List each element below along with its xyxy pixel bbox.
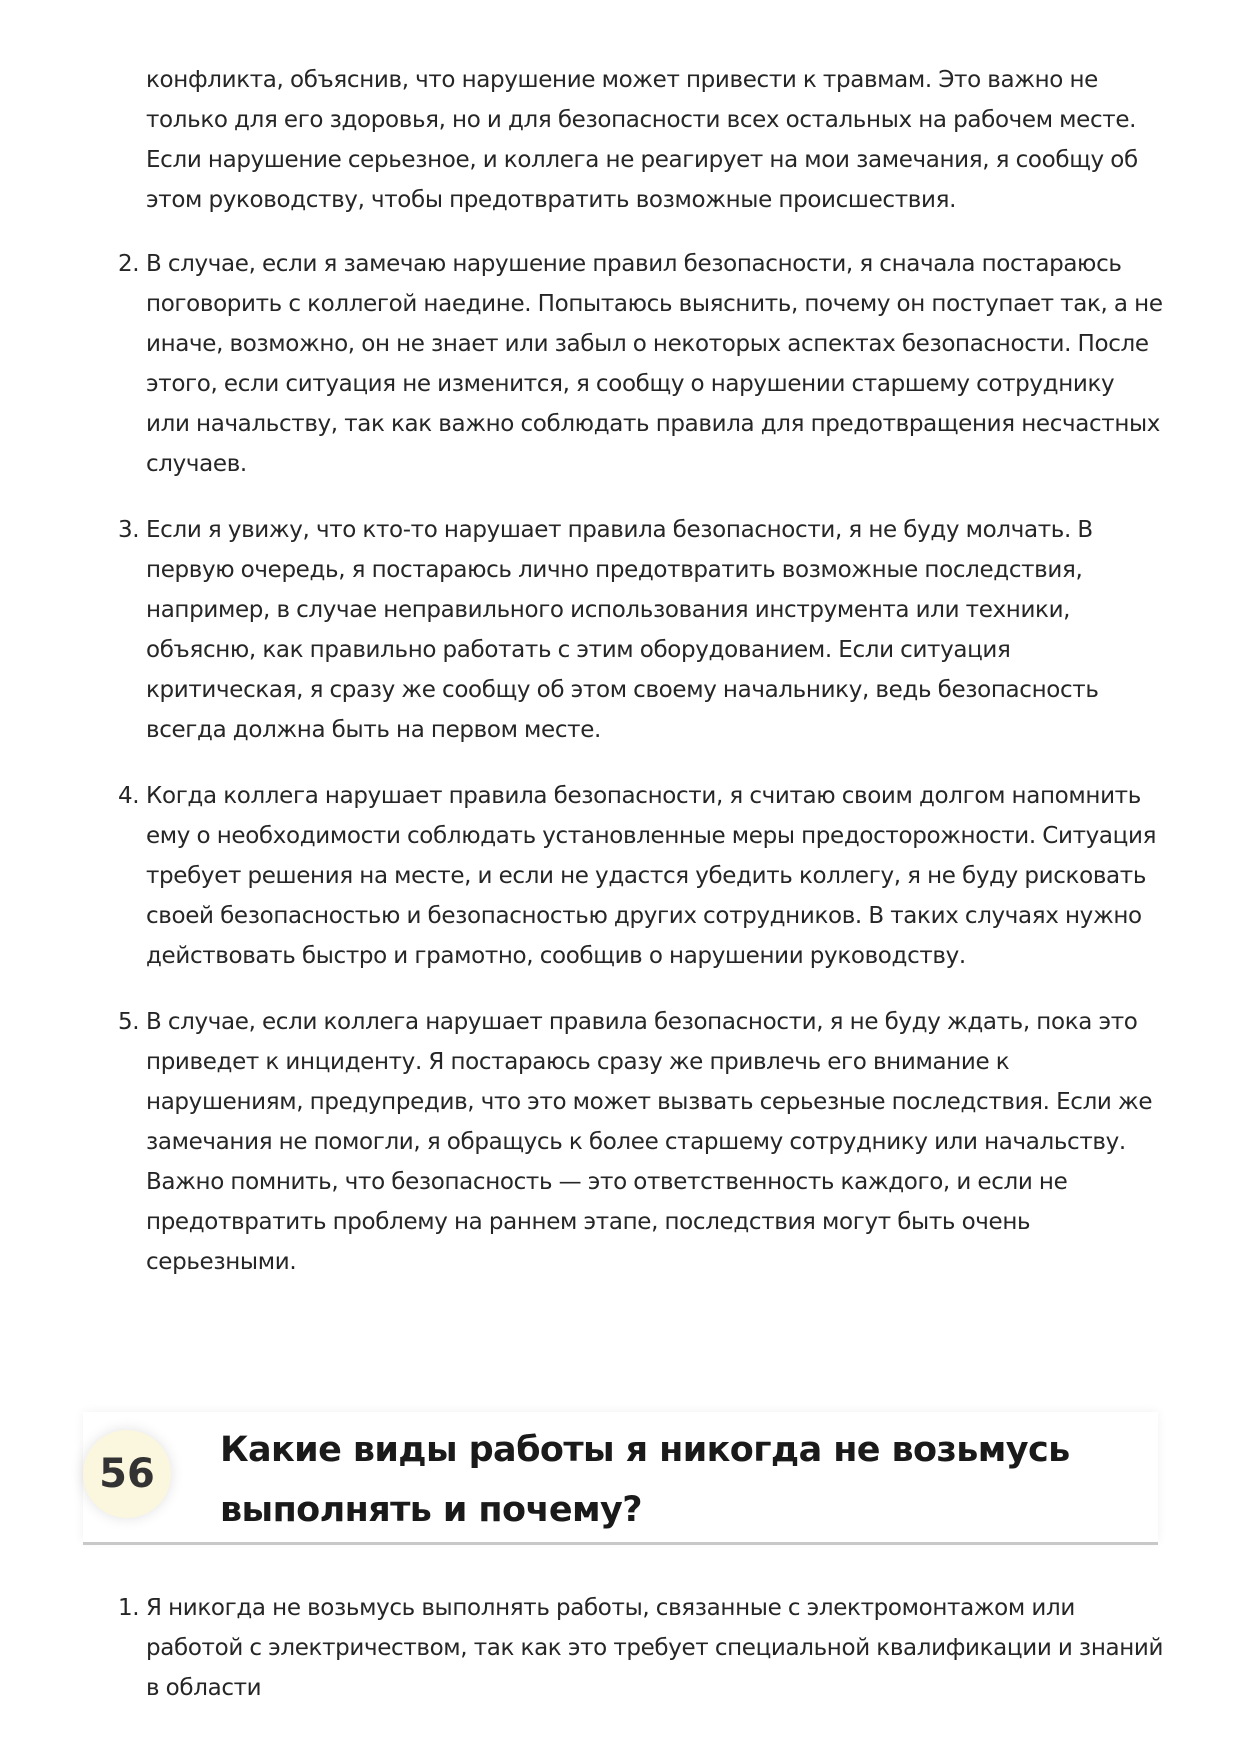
list-item-number: 3. xyxy=(118,517,140,543)
list-item-number: 1. xyxy=(118,1595,140,1621)
list-item xyxy=(118,1588,1164,1708)
list-item xyxy=(118,244,1164,484)
list-item-text: В случае, если я замечаю нарушение правил безопасности, я сначала постараюсь поговорить с коллегой наедине. Попытаюсь выяснить, почему он поступает так, а не иначе, возможно, он не знает или забыл о некоторых аспектах безопасности. После этого, если ситуация не изменится, я сообщу о нарушении старшему сотруднику или начальству, так как важно соблюдать правила для предотвращения несчастных случаев. xyxy=(146,251,1163,477)
section-number-badge: 56 xyxy=(83,1430,171,1518)
list-item-number: 5. xyxy=(118,1009,140,1035)
list-item-text: Когда коллега нарушает правила безопасности, я считаю своим долгом напомнить ему о необходимости соблюдать установленные меры предосторожности. Ситуация требует решения на месте, и если не удастся убедить коллегу, я не буду рисковать своей безопасностью и безопасностью других сотрудников. В таких случаях нужно действовать быстро и грамотно, сообщив о нарушении руководству. xyxy=(146,783,1157,969)
list-item-text: Если я увижу, что кто-то нарушает правила безопасности, я не буду молчать. В первую очередь, я постараюсь лично предотвратить возможные последствия, например, в случае неправильного использования инструмента или техники, объясню, как правильно работать с этим оборудованием. Если ситуация критическая, я сразу же сообщу об этом своему начальнику, ведь безопасность всегда должна быть на первом месте. xyxy=(146,517,1099,743)
continuation-paragraph: конфликта, объяснив, что нарушение может привести к травмам. Это важно не только для его здоровья, но и для безопасности всех остальных на рабочем месте. Если нарушение серьезное, и коллега не реагирует на мои замечания, я сообщу об этом руководству, чтобы предотвратить возможные происшествия. xyxy=(146,67,1138,213)
list-item xyxy=(118,510,1164,750)
section-title: Какие виды работы я никогда не возьмусь выполнять и почему? xyxy=(220,1430,1070,1530)
section-divider xyxy=(83,1542,1158,1545)
list-item-text: В случае, если коллега нарушает правила безопасности, я не буду ждать, пока это приведет к инциденту. Я постараюсь сразу же привлечь его внимание к нарушениям, предупредив, что это может вызвать серьезные последствия. Если же замечания не помогли, я обращусь к более старшему сотруднику или начальству. Важно помнить, что безопасность — это ответственность каждого, и если не предотвратить проблему на раннем этапе, последствия могут быть очень серьезными. xyxy=(146,1009,1153,1275)
list-item-text: Я никогда не возьмусь выполнять работы, связанные с электромонтажом или работой с электричеством, так как это требует специальной квалификации и знаний в области xyxy=(146,1595,1164,1701)
list-item-number: 4. xyxy=(118,783,140,809)
list-item-number: 2. xyxy=(118,251,140,277)
list-item xyxy=(118,776,1164,976)
list-item xyxy=(118,1002,1164,1282)
